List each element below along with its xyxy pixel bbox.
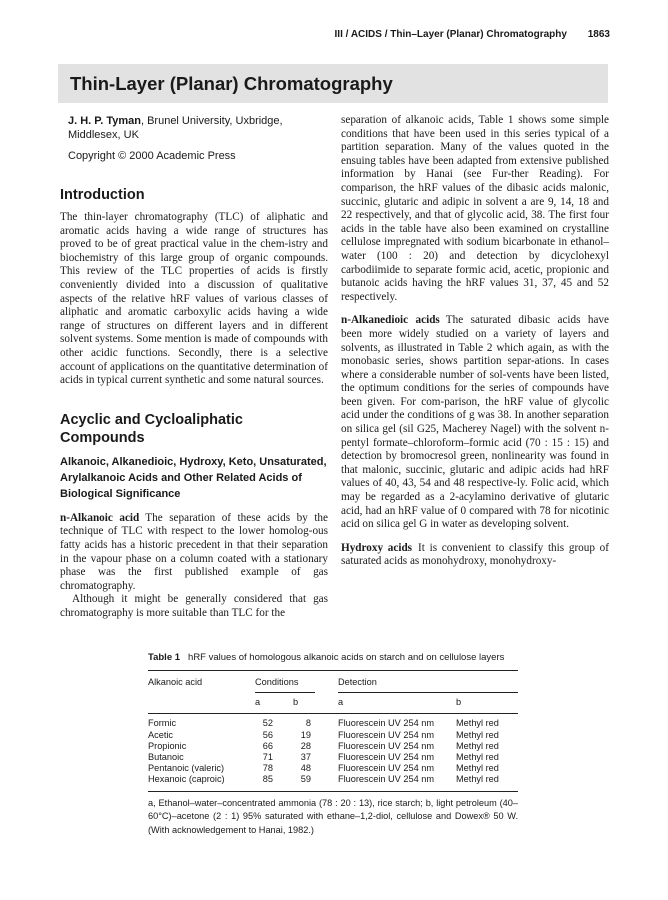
- subheader-cond-a: a: [255, 697, 261, 708]
- table-footnote: a, Ethanol–water–concentrated ammonia (78 : 20 : 13), rice starch; b, light petroleum (40–60°C)–acetone (2 : 1) 95% saturated with ethane–1,2-diol, cellulose and Dowex® 50 W. (With acknowledgement to Hanai, 1982.): [148, 797, 518, 835]
- table-label: Table 1: [148, 652, 181, 663]
- article-title-bar: [58, 64, 608, 103]
- cell-cond-a: 52: [262, 718, 273, 729]
- left-column: [60, 114, 328, 620]
- author-affiliation: , Brunel University, Uxbridge,: [140, 115, 283, 127]
- cell-detection-a: Fluorescein UV 254 nm: [338, 763, 435, 774]
- author-affiliation-line2: Middlesex, UK: [68, 129, 139, 141]
- table-row: [148, 752, 518, 763]
- table-header-row: [148, 671, 518, 688]
- alkanoic-paragraph-2: Although it might be generally considered that gas chromatography is more suitable than TLC for the: [60, 593, 328, 619]
- header-conditions: Conditions: [255, 677, 299, 687]
- cell-acid-name: Pentanoic (valeric): [148, 763, 225, 774]
- header-detection: Detection: [338, 677, 377, 687]
- cell-detection-a: Fluorescein UV 254 nm: [338, 729, 435, 740]
- cell-acid-name: Propionic: [148, 740, 187, 751]
- hydroxy-text: It is convenient to classify this group of saturated acids as monohydroxy, monohydroxy-: [341, 541, 609, 568]
- cell-acid-name: Butanoic: [148, 752, 184, 763]
- cell-cond-b: 48: [300, 763, 311, 774]
- cell-detection-b: Methyl red: [456, 740, 499, 751]
- author-name: J. H. P. Tyman: [68, 115, 141, 127]
- cell-detection-a: Fluorescein UV 254 nm: [338, 774, 435, 785]
- copyright: Copyright © 2000 Academic Press: [68, 150, 236, 162]
- cell-detection-a: Fluorescein UV 254 nm: [338, 718, 435, 729]
- alkanoic-paragraph: [60, 512, 328, 594]
- cell-cond-b: 19: [300, 729, 311, 740]
- subheader-cond-b: b: [293, 697, 299, 708]
- section-heading-introduction: Introduction: [60, 187, 145, 203]
- cell-detection-a: Fluorescein UV 254 nm: [338, 740, 435, 751]
- alkanedioic-runin-heading: n-Alkanedioic acids: [341, 314, 440, 327]
- cell-detection-b: Methyl red: [456, 729, 499, 740]
- author-block: [68, 114, 328, 142]
- hydroxy-paragraph: [341, 542, 609, 569]
- cell-cond-a: 71: [262, 752, 273, 763]
- cell-acid-name: Acetic: [148, 729, 174, 740]
- subheader-det-b: b: [456, 697, 462, 708]
- cell-cond-a: 56: [262, 729, 273, 740]
- right-paragraph-1: separation of alkanoic acids, Table 1 shows some simple conditions that have been used in this series typical of a partition separation. Many of the values quoted in the ensuing tables have been adapted from extensive published information by Hanai (see Fur-ther Reading). For comparison, the hRF values of the dibasic acids malonic, succinic, glutaric and adipic in solvent a are 9, 14, 18 and 22 respectively, and that of glycolic acid, 38. The first four acids in the table have also been examined on crystalline cellulose impregnated with sodium bicarbonate in ethanol–water (100 : 20) and detection by dicyclohexyl carbodiimide to separate formic acid, acetic, propionic and butanoic acids having the hRF values 31, 37, 45 and 52 respectively.: [341, 114, 609, 303]
- cell-cond-b: 59: [300, 774, 311, 785]
- right-column: [341, 114, 609, 569]
- cell-acid-name: Formic: [148, 718, 177, 729]
- cell-cond-b: 37: [300, 752, 311, 763]
- table-row: [148, 741, 518, 752]
- subsection-heading: Alkanoic, Alkanedioic, Hydroxy, Keto, Unsaturated, Arylalkanoic Acids and Other Related Acids of Biological Significance: [60, 455, 327, 500]
- table-caption: [148, 652, 518, 664]
- table-1: [148, 652, 518, 837]
- cell-cond-a: 66: [262, 740, 273, 751]
- cell-cond-b: 8: [305, 718, 311, 729]
- table-caption-text: hRF values of homologous alkanoic acids on starch and on cellulose layers: [188, 652, 505, 663]
- cell-cond-a: 85: [262, 774, 273, 785]
- table-row: [148, 714, 518, 729]
- table-subheader-row: [148, 693, 518, 708]
- alkanoic-runin-heading: n-Alkanoic acid: [60, 511, 140, 524]
- running-title: III / ACIDS / Thin–Layer (Planar) Chromatography: [334, 29, 567, 40]
- intro-paragraph: The thin-layer chromatography (TLC) of aliphatic and aromatic acids having a wide range of structures has proved to be of great practical value in the chem-istry and biochemistry of this large group of organic compounds. This review of the TLC properties of acids is firstly conveniently divided into a discussion of qualitative aspects of the relative hRF values of various classes of aliphatic and aromatic carboxylic acids having a wide range of structures on different layers and in different solvent systems. Some mention is made of compounds with other acidic functions. Secondly, there is a selective account of applications on the quantitative determination of acids in typical current synthetic and some natural sources.: [60, 211, 328, 387]
- cell-detection-a: Fluorescein UV 254 nm: [338, 752, 435, 763]
- subheader-det-a: a: [338, 697, 344, 708]
- alkanoic-text: The separation of these acids by the technique of TLC with respect to the lower homolog-ous fatty acids has a historic precedent in that their separation in the vapour phase on a column coated with a stationary phase was the first published example of gas chromatography.: [60, 511, 328, 592]
- article-title: Thin-Layer (Planar) Chromatography: [70, 73, 393, 94]
- table-bottom-rule: [148, 791, 518, 792]
- table-row: [148, 763, 518, 774]
- table-row: [148, 774, 518, 785]
- section-heading-acyclic: Acyclic and Cycloaliphatic Compounds: [60, 411, 243, 446]
- cell-cond-b: 28: [300, 740, 311, 751]
- header-acid: Alkanoic acid: [148, 677, 203, 687]
- cell-detection-b: Methyl red: [456, 752, 499, 763]
- cell-detection-b: Methyl red: [456, 718, 499, 729]
- alkanedioic-paragraph: [341, 314, 609, 532]
- hydroxy-runin-heading: Hydroxy acids: [341, 541, 413, 554]
- table-1-grid: [148, 671, 518, 786]
- table-row: [148, 730, 518, 741]
- running-head: [335, 29, 610, 40]
- cell-acid-name: Hexanoic (caproic): [148, 774, 225, 785]
- cell-detection-b: Methyl red: [456, 763, 499, 774]
- cell-cond-a: 78: [262, 763, 273, 774]
- page-number: 1863: [587, 29, 610, 40]
- alkanedioic-text: The saturated dibasic acids have been more widely studied on a variety of layers and solvents, as illustrated in Table 2 which again, as with the monobasic series, shows partition separ-ations. In cases where a considerable number of sol-vents have been listed, the optimum conditions for the series of compounds have been given. For com-parison, the hRF value of glycolic acid under the conditions of g was 38. In another separation on silica gel (sil G25, Macherey Nagel) with the solvent n-pentyl formate–chloroform–formic acid (70 : 15 : 15) and detection by bromocresol green, nonlinearity was found in that malonic, succinic, glutaric and adipic acids had hRF values of 40, 43, 54 and 48 respective-ly. Folic acid, which may be regarded as a 2-acylamino derivative of glutaric acid, had an hRF value of 0 compared with 78 for nicotinic acid on silica gel G in water as developing solvent.: [341, 314, 609, 531]
- cell-detection-b: Methyl red: [456, 774, 499, 785]
